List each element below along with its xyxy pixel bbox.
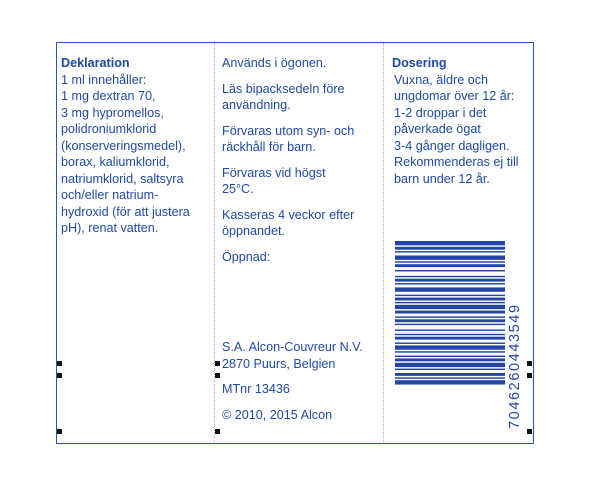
barcode-bar — [395, 337, 505, 340]
barcode-bar — [395, 279, 505, 282]
barcode-bar — [395, 377, 505, 378]
dosering-section — [392, 55, 537, 187]
barcode-bar — [395, 343, 505, 344]
barcode-bar — [395, 351, 505, 352]
barcode-bar — [395, 311, 505, 314]
barcode-bar — [395, 305, 505, 309]
dosering-line: påverkade ögat — [394, 122, 481, 136]
deklaration-line: 1 ml innehåller: — [61, 72, 147, 87]
registration-mark — [57, 429, 62, 434]
deklaration-line: borax, kaliumklorid, — [61, 155, 170, 169]
registration-mark — [527, 429, 532, 434]
barcode-bar — [395, 329, 505, 330]
manufacturer-section — [222, 339, 382, 423]
barcode-bar — [395, 334, 505, 335]
barcode-bar — [395, 324, 505, 325]
barcode-bar — [395, 298, 505, 301]
dosering-line: Vuxna, äldre och — [394, 72, 489, 87]
registration-mark — [215, 373, 220, 378]
barcode-bar — [395, 270, 505, 271]
barcode-bar — [395, 283, 505, 284]
registration-mark — [215, 361, 220, 366]
barcode-bar — [395, 302, 505, 303]
barcode-bars — [395, 241, 505, 385]
dosering-heading: Dosering — [392, 56, 447, 70]
deklaration-line: polidroniumklorid — [61, 122, 157, 136]
opened-text: Öppnad: — [222, 249, 271, 264]
barcode-bar — [395, 251, 505, 252]
leaflet-text: Läs bipacksedeln före — [222, 81, 345, 96]
barcode-bar — [395, 264, 505, 267]
deklaration-line: hydroxid (för att justera — [61, 204, 190, 219]
dosering-line: barn under 12 år. — [394, 171, 490, 186]
barcode-bar — [395, 319, 505, 322]
storage-text: räckhåll för barn. — [222, 140, 316, 154]
barcode-bar — [395, 316, 505, 317]
barcode-bar — [395, 369, 505, 370]
deklaration-line: (konserveringsmedel), — [61, 138, 186, 153]
registration-mark — [527, 361, 532, 366]
dosering-line: 1-2 droppar i det — [394, 105, 487, 120]
barcode-bar — [395, 287, 505, 291]
dosering-line: 3-4 gånger dagligen. — [394, 138, 510, 153]
deklaration-heading: Deklaration — [61, 56, 130, 70]
barcode-bar — [395, 276, 505, 277]
deklaration-line: 1 mg dextran 70, — [61, 89, 156, 103]
barcode-bar — [395, 247, 505, 250]
temperature-text: 25°C. — [222, 182, 254, 196]
barcode-number: 7046260443549 — [507, 303, 523, 429]
registration-mark — [57, 373, 62, 378]
barcode-bar — [395, 363, 505, 367]
deklaration-line: 3 mg hypromellos, — [61, 105, 164, 120]
usage-info-section — [222, 55, 382, 265]
dosering-line: Rekommenderas ej till — [394, 155, 519, 169]
deklaration-section — [61, 55, 213, 237]
deklaration-line: pH), renat vatten. — [61, 221, 159, 235]
registration-mark — [57, 361, 62, 366]
barcode-bar — [395, 356, 505, 357]
manufacturer-name: S.A. Alcon-Couvreur N.V. — [222, 340, 363, 354]
barcode-bar — [395, 380, 505, 384]
temperature-text: Förvaras vid högst — [222, 165, 326, 180]
discard-text: Kasseras 4 veckor efter — [222, 207, 355, 222]
product-label — [56, 42, 534, 444]
mtnr-text: MTnr 13436 — [222, 382, 290, 396]
leaflet-text: användning. — [222, 98, 291, 112]
discard-text: öppnandet. — [222, 224, 286, 238]
barcode-bar — [395, 261, 505, 262]
barcode-bar — [395, 256, 505, 260]
storage-text: Förvaras utom syn- och — [222, 123, 355, 138]
barcode-bar — [395, 295, 505, 296]
barcode-bar — [395, 345, 505, 349]
registration-mark — [215, 429, 220, 434]
barcode — [395, 239, 525, 431]
usage-text: Används i ögonen. — [222, 56, 327, 70]
deklaration-line: och/eller natrium- — [61, 188, 159, 202]
barcode-bar — [395, 241, 505, 245]
dosering-line: ungdomar över 12 år: — [394, 89, 515, 103]
deklaration-line: natriumklorid, saltsyra — [61, 171, 184, 186]
column-divider-1 — [214, 43, 215, 443]
barcode-bar — [395, 373, 505, 376]
column-divider-2 — [383, 43, 384, 443]
barcode-bar — [395, 358, 505, 361]
manufacturer-address: 2870 Puurs, Belgien — [222, 356, 336, 371]
copyright-text: © 2010, 2015 Alcon — [222, 407, 333, 422]
registration-mark — [527, 373, 532, 378]
